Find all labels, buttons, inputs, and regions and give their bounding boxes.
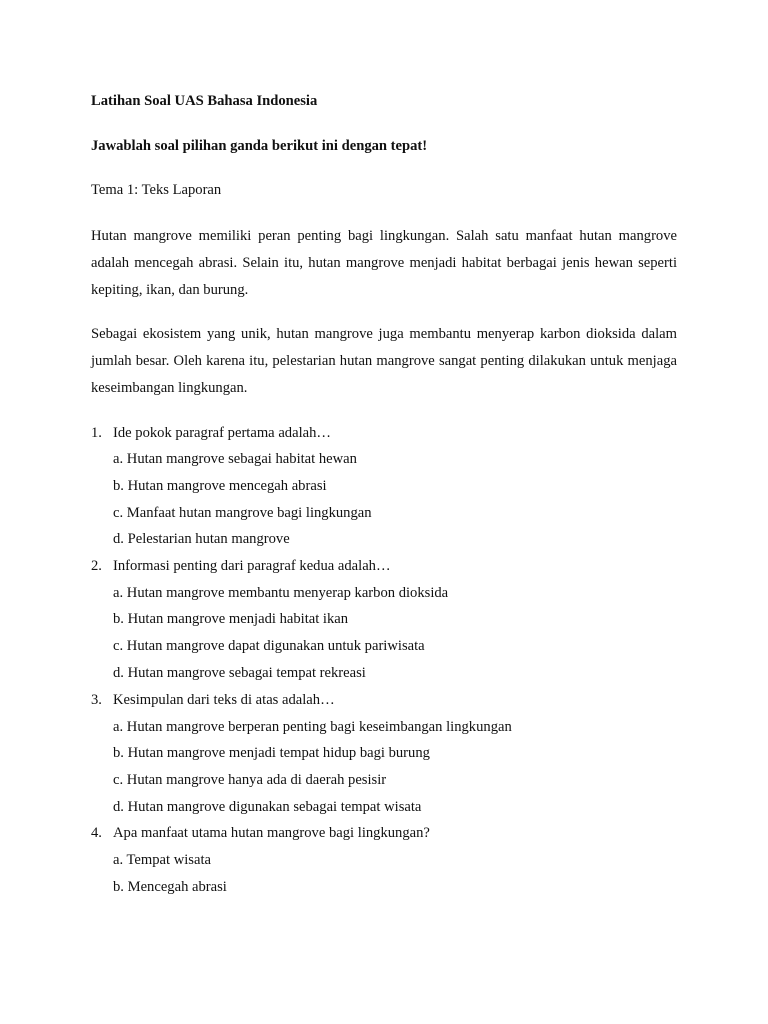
paragraph-1: Hutan mangrove memiliki peran penting bagi lingkungan. Salah satu manfaat hutan mangrove adalah mencegah abrasi. Selain itu, hutan mangrove menjadi habitat berbagai jenis hewan seperti kepiting, ikan, dan burung. — [91, 228, 677, 298]
answer-option: b. Hutan mangrove menjadi habitat ikan — [113, 611, 349, 627]
answer-option: b. Mencegah abrasi — [113, 879, 227, 895]
question-number: 3. — [91, 692, 102, 708]
answer-option: c. Hutan mangrove dapat digunakan untuk pariwisata — [113, 638, 425, 654]
answer-option: c. Hutan mangrove hanya ada di daerah pesisir — [113, 772, 387, 788]
answer-option: a. Hutan mangrove sebagai habitat hewan — [113, 451, 357, 467]
question-number: 1. — [91, 425, 102, 441]
answer-option: a. Hutan mangrove membantu menyerap karbon dioksida — [113, 585, 449, 601]
answer-option: a. Tempat wisata — [113, 852, 211, 868]
answer-option: a. Hutan mangrove berperan penting bagi keseimbangan lingkungan — [113, 719, 512, 735]
paragraph-2: Sebagai ekosistem yang unik, hutan mangrove juga membantu menyerap karbon dioksida dalam jumlah besar. Oleh karena itu, pelestarian hutan mangrove sangat penting dilakukan untuk menjaga keseimbangan lingkungan. — [91, 326, 677, 396]
question-text: Informasi penting dari paragraf kedua adalah… — [113, 558, 391, 574]
answer-option: d. Pelestarian hutan mangrove — [113, 531, 290, 547]
instruction-text: Jawablah soal pilihan ganda berikut ini dengan tepat! — [91, 138, 428, 154]
theme-heading: Tema 1: Teks Laporan — [91, 182, 222, 198]
question-text: Kesimpulan dari teks di atas adalah… — [113, 692, 335, 708]
answer-option: b. Hutan mangrove menjadi tempat hidup bagi burung — [113, 745, 430, 761]
question-text: Ide pokok paragraf pertama adalah… — [113, 425, 331, 441]
question-number: 2. — [91, 558, 102, 574]
answer-option: d. Hutan mangrove digunakan sebagai tempat wisata — [113, 799, 422, 815]
answer-option: b. Hutan mangrove mencegah abrasi — [113, 478, 327, 494]
answer-option: d. Hutan mangrove sebagai tempat rekreasi — [113, 665, 366, 681]
answer-option: c. Manfaat hutan mangrove bagi lingkungan — [113, 505, 372, 521]
question-text: Apa manfaat utama hutan mangrove bagi lingkungan? — [113, 825, 430, 841]
document-title: Latihan Soal UAS Bahasa Indonesia — [91, 93, 318, 109]
question-number: 4. — [91, 825, 102, 841]
